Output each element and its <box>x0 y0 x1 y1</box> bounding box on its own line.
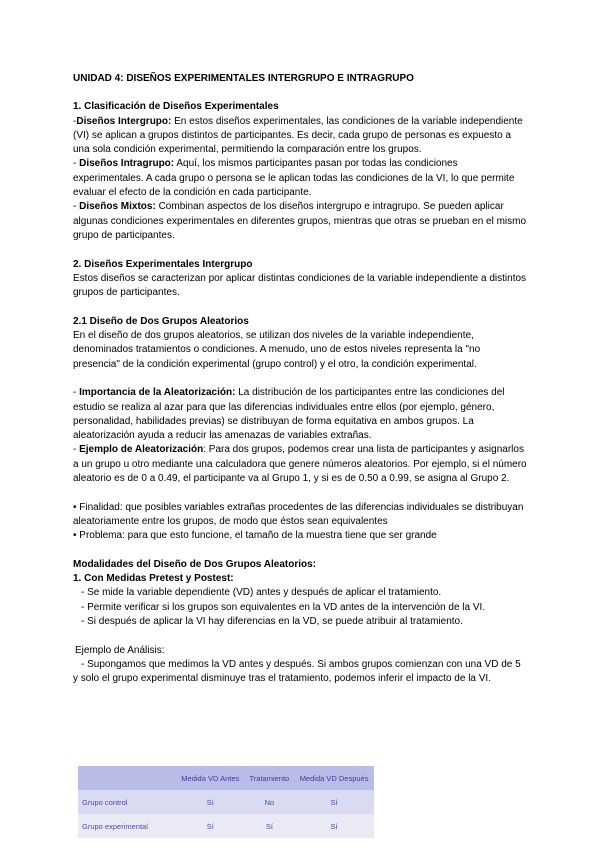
intragrupo-lead: Diseños Intragrupo: <box>79 158 175 170</box>
ejemplo-aleatorizacion-lead: Ejemplo de Aleatorización <box>79 444 204 456</box>
table-row <box>78 814 374 838</box>
importancia-lead: Importancia de la Aleatorización: <box>79 387 236 399</box>
modalidad-item: - Si después de aplicar la VI hay diferencias en la VD, se puede atribuir al tratamiento. <box>81 615 463 627</box>
table-row <box>78 790 374 814</box>
section-2-heading: 2. Diseños Experimentales Intergrupo <box>73 258 253 270</box>
table-cell: Sí <box>294 814 374 838</box>
mixtos-paragraph: - Diseños Mixtos: Combinan aspectos de los diseños intergrupo e intragrupo. Se pueden aplicar algunas condiciones experimentales en diferentes grupos, mientras que otras se prueban en el mismo grupo de participantes. <box>73 201 527 241</box>
table-header-cell: Medida VD Después <box>294 766 374 790</box>
section-2-1-text: En el diseño de dos grupos aleatorios, se utilizan dos niveles de la variable independiente, denominados tratamientos o condiciones. A menudo, uno de estos niveles representa la "no presencia" de la condición experimental (grupo control) y el otro, la condición experimental. <box>73 330 481 370</box>
intergrupo-paragraph: -Diseños Intergrupo: En estos diseños experimentales, las condiciones de la variable independiente (VI) se aplican a grupos distintos de participantes. Es decir, cada grupo de personas es expuesto a una sola condición experimental, permitiendo la comparación entre los grupos. <box>73 115 523 156</box>
table-cell: No <box>245 790 295 814</box>
bullet-problema: • Problema: para que esto funcione, el tamaño de la muestra tiene que ser grande <box>73 530 437 542</box>
bullet-finalidad: • Finalidad: que posibles variables extrañas procedentes de las diferencias individuales se distribuyan aleatoriamente entre los grupos, de modo que éstos sean equivalentes <box>73 501 524 527</box>
ejemplo-aleatorizacion-paragraph: - Ejemplo de Aleatorización: Para dos grupos, podemos crear una lista de participantes y asignarlos a un grupo u otro mediante una calculadora que genere números aleatorios. Por ejemplo, si el número aleatorio es de 0 a 0.49, el participante va al Grupo 1, y si es de 0.50 a 0.99, se asigna al Grupo 2. <box>73 444 527 485</box>
table-cell: Sí <box>176 790 245 814</box>
table-cell: Sí <box>245 814 295 838</box>
intragrupo-text: Aquí, los mismos participantes pasan por todas las condiciones experimentales. A cada grupo o persona se le aplican todas las condiciones de la VI, lo que permite evaluar el efecto de la condición en cada participante. <box>73 158 515 199</box>
modalidades-heading: Modalidades del Diseño de Dos Grupos Aleatorios: <box>73 558 317 570</box>
table-cell: Grupo control <box>78 790 176 814</box>
table-header-cell <box>78 766 176 790</box>
intergrupo-text: En estos diseños experimentales, las condiciones de la variable independiente (VI) se aplican a grupos distintos de participantes. Es decir, cada grupo de personas es expuesto a una sola condición experimental, permitiendo la comparación entre los grupos. <box>73 115 523 156</box>
table-cell: Sí <box>294 790 374 814</box>
section-1-heading: 1. Clasificación de Diseños Experimentales <box>73 101 279 113</box>
ejemplo-analisis-label: Ejemplo de Análisis: <box>75 644 165 656</box>
ejemplo-aleatorizacion-text: : Para dos grupos, podemos crear una lista de participantes y asignarlos a un grupo u otro mediante una calculadora que genere números aleatorios. Por ejemplo, si el número aleatorio es de 0 a 0.49, el participante va al Grupo 1, y si es de 0.50 a 0.99, se asigna al Grupo 2. <box>73 444 527 485</box>
section-2-1-heading: 2.1 Diseño de Dos Grupos Aleatorios <box>73 315 249 327</box>
page-title: UNIDAD 4: DISEÑOS EXPERIMENTALES INTERGRUPO E INTRAGRUPO <box>73 73 414 84</box>
section-2-text: Estos diseños se caracterizan por aplicar distintas condiciones de la variable independiente a distintos grupos de participantes. <box>73 272 527 299</box>
mixtos-lead: Diseños Mixtos: <box>79 201 156 213</box>
modalidades-subheading: 1. Con Medidas Pretest y Postest: <box>73 573 234 585</box>
modalidad-item: - Permite verificar si los grupos son equivalentes en la VD antes de la intervención de la VI. <box>81 601 486 613</box>
mixtos-text: Combinan aspectos de los diseños intergrupo e intragrupo. Se pueden aplicar algunas condiciones experimentales en diferentes grupos, mientras que otras se prueban en el mismo grupo de participantes. <box>73 201 527 241</box>
modalidad-item: - Se mide la variable dependiente (VD) antes y después de aplicar el tratamiento. <box>81 587 442 599</box>
ejemplo-analisis-text: - Supongamos que medimos la VD antes y después. Si ambos grupos comienzan con una VD de 5 y solo el grupo experimental disminuye tras el tratamiento, podemos inferir el impacto de la VI. <box>73 658 521 685</box>
importancia-paragraph: - Importancia de la Aleatorización: La distribución de los participantes entre las condiciones del estudio se realiza al azar para que las diferencias individuales entre ellos (por ejemplo, género, personalidad, habilidades previas) se distribuyan de forma equitativa en ambos grupos. La aleatorización ayuda a reducir las amenazas de variables extrañas. <box>73 387 505 442</box>
table-header-cell: Medida VD Antes <box>176 766 245 790</box>
table-cell: Sí <box>176 814 245 838</box>
table-cell: Grupo experimental <box>78 814 176 838</box>
intragrupo-paragraph: - Diseños Intragrupo: Aquí, los mismos participantes pasan por todas las condiciones experimentales. A cada grupo o persona se le aplican todas las condiciones de la VI, lo que permite evaluar el efecto de la condición en cada participante. <box>73 158 515 199</box>
table-header-cell: Tratamiento <box>245 766 295 790</box>
results-table <box>78 766 374 838</box>
importancia-text: La distribución de los participantes entre las condiciones del estudio se realiza al azar para que las diferencias individuales entre ellos (por ejemplo, género, personalidad, habilidades previas) se distribuyan de forma equitativa en ambos grupos. La aleatorización ayuda a reducir las amenazas de variables extrañas. <box>73 387 505 442</box>
document-body <box>73 72 528 686</box>
intergrupo-lead: Diseños Intergrupo: <box>76 115 172 127</box>
table-header-row <box>78 766 374 790</box>
